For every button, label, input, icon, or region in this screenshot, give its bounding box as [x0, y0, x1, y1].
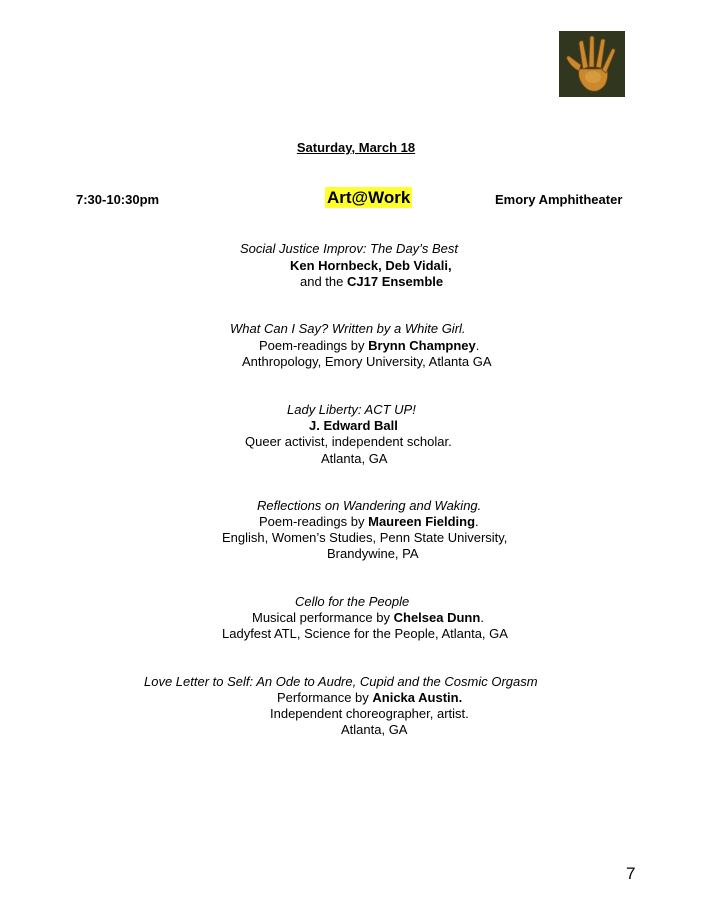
program-affiliation: Anthropology, Emory University, Atlanta GA	[242, 354, 492, 369]
program-role-line	[259, 514, 479, 530]
program-location: Brandywine, PA	[327, 546, 419, 561]
role-suffix: .	[475, 514, 479, 529]
event-title: Art@Work	[327, 188, 411, 207]
program-affiliation: Queer activist, independent scholar.	[245, 434, 452, 449]
ensemble-name: CJ17 Ensemble	[347, 274, 444, 289]
raised-hand-icon	[559, 31, 625, 97]
program-role-line	[277, 690, 462, 706]
program-affiliation: Independent choreographer, artist.	[270, 706, 469, 721]
role-prefix: Performance by	[277, 690, 373, 705]
performer-name: Brynn Champney	[368, 338, 476, 353]
program-location: Atlanta, GA	[341, 722, 408, 737]
performer-name: Maureen Fielding	[368, 514, 476, 529]
date-heading: Saturday, March 18	[296, 140, 416, 155]
program-role-line	[252, 610, 484, 626]
page-number: 7	[626, 864, 636, 883]
program-title: What Can I Say? Written by a White Girl.	[230, 321, 466, 336]
role-prefix: Musical performance by	[252, 610, 394, 625]
performer-name: J. Edward Ball	[309, 418, 398, 433]
program-title: Cello for the People	[295, 594, 410, 609]
role-prefix: Poem-readings by	[259, 338, 369, 353]
program-title: Lady Liberty: ACT UP!	[287, 402, 416, 417]
program-role-line	[259, 338, 479, 354]
program-ensemble-line	[300, 274, 443, 290]
program-affiliation: English, Women’s Studies, Penn State University,	[222, 530, 508, 545]
program-title: Love Letter to Self: An Ode to Audre, Cupid and the Cosmic Orgasm	[144, 674, 538, 689]
event-time: 7:30-10:30pm	[76, 192, 160, 207]
event-venue: Emory Amphitheater	[495, 192, 623, 207]
role-suffix: .	[480, 610, 484, 625]
ensemble-prefix: and the	[300, 274, 347, 289]
program-title: Reflections on Wandering and Waking.	[257, 498, 482, 513]
program-affiliation: Ladyfest ATL, Science for the People, Atlanta, GA	[222, 626, 508, 641]
program-location: Atlanta, GA	[321, 451, 388, 466]
program-performers: Ken Hornbeck, Deb Vidali,	[290, 258, 452, 273]
performer-name: Chelsea Dunn	[393, 610, 481, 625]
performer-name: Anicka Austin.	[372, 690, 463, 705]
role-suffix: .	[475, 338, 480, 353]
role-prefix: Poem-readings by	[259, 514, 369, 529]
program-title: Social Justice Improv: The Day’s Best	[240, 241, 458, 256]
